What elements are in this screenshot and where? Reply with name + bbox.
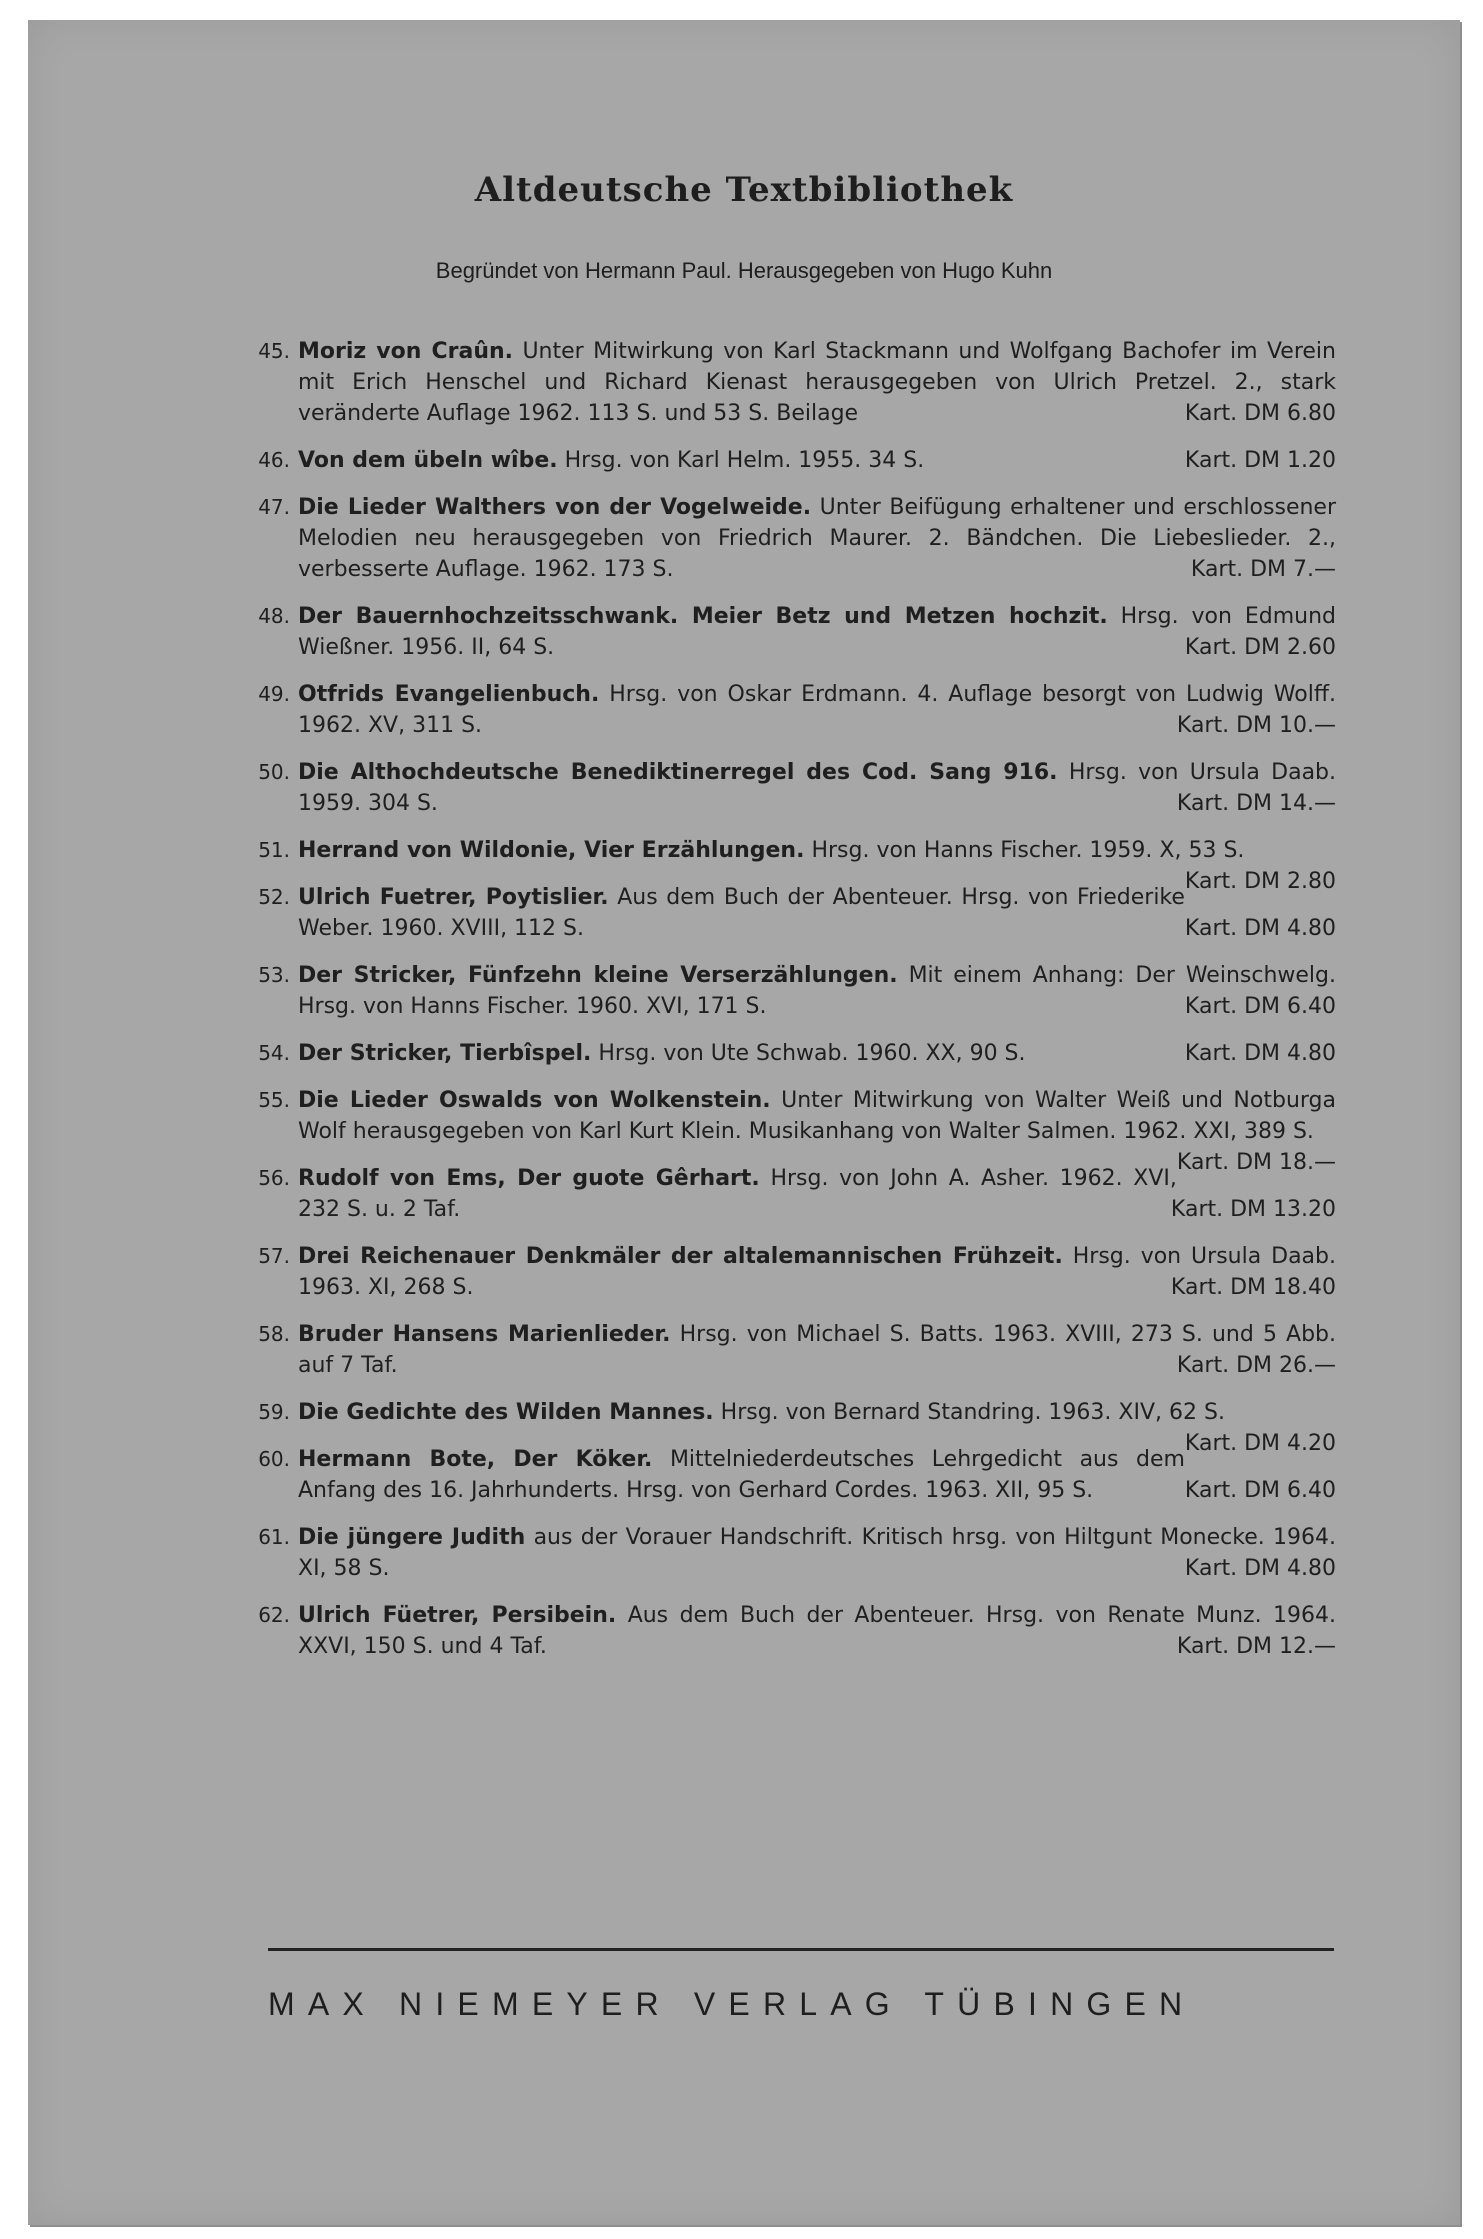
publisher-imprint: MAX NIEMEYER VERLAG TÜBINGEN	[268, 1986, 1196, 2022]
entry-number: 53.	[258, 963, 290, 987]
catalog-entry	[246, 492, 1336, 585]
entry-price: Kart. DM 2.60	[1184, 635, 1336, 660]
entry-number: 59.	[258, 1400, 290, 1424]
series-title: Altdeutsche Textbibliothek	[474, 170, 1014, 210]
entry-details: Aus dem Buch der Abenteuer. Hrsg. von Renate Munz. 1964. XXVI, 150 S. und 4 Taf.	[298, 1603, 1336, 1659]
catalog-entry	[246, 960, 1336, 1022]
entry-price: Kart. DM 7.—	[1190, 557, 1336, 582]
entry-details: aus der Vorauer Handschrift. Kritisch hrsg. von Hiltgunt Monecke. 1964. XI, 58 S.	[298, 1525, 1337, 1581]
entry-details: Hrsg. von John A. Asher. 1962. XVI, 232 S. u. 2 Taf.	[298, 1166, 1177, 1222]
entry-price: Kart. DM 4.80	[1184, 916, 1336, 941]
entry-price: Kart. DM 6.40	[1184, 994, 1336, 1019]
entry-number: 52.	[258, 885, 290, 909]
catalog-entry	[246, 1085, 1336, 1175]
entry-number: 45.	[258, 339, 290, 363]
entry-price: Kart. DM 1.20	[1184, 448, 1336, 473]
entry-number: 57.	[258, 1244, 290, 1268]
entry-title: Der Bauernhochzeitsschwank. Meier Betz und Metzen hochzit.	[298, 604, 1108, 629]
entry-details: Hrsg. von Ute Schwab. 1960. XX, 90 S.	[598, 1041, 1026, 1066]
entry-title: Der Stricker, Tierbîspel.	[298, 1041, 592, 1066]
catalog-entry	[246, 835, 1336, 894]
entry-details: Hrsg. von Edmund Wießner. 1956. II, 64 S.	[298, 604, 1336, 660]
entry-price: Kart. DM 26.—	[1176, 1353, 1336, 1378]
entry-details: Mittelniederdeutsches Lehrgedicht aus dem Anfang des 16. Jahrhunderts. Hrsg. von Gerhard Cordes. 1963. XII, 95 S.	[298, 1447, 1185, 1503]
entry-title: Die Althochdeutsche Benediktinerregel des Cod. Sang 916.	[298, 760, 1058, 785]
entry-title: Herrand von Wildonie, Vier Erzählungen.	[298, 838, 805, 863]
catalog-entry	[246, 1038, 1336, 1069]
entry-title: Ulrich Fuetrer, Poytislier.	[298, 885, 609, 910]
entry-details: Hrsg. von Michael S. Batts. 1963. XVIII, 273 S. und 5 Abb. auf 7 Taf.	[298, 1322, 1337, 1378]
book-back-cover	[28, 20, 1460, 2225]
entry-price: Kart. DM 6.40	[1184, 1478, 1336, 1503]
entry-title: Otfrids Evangelienbuch.	[298, 682, 600, 707]
entry-title: Der Stricker, Fünfzehn kleine Verserzählungen.	[298, 963, 898, 988]
entry-price: Kart. DM 4.20	[1184, 1431, 1336, 1456]
entry-number: 61.	[258, 1525, 290, 1549]
entry-number: 54.	[258, 1041, 290, 1065]
catalog-entry	[246, 336, 1336, 429]
catalog-entry	[246, 601, 1336, 663]
entry-number: 56.	[258, 1166, 290, 1190]
entry-number: 62.	[258, 1603, 290, 1627]
entry-details: Hrsg. von Karl Helm. 1955. 34 S.	[564, 448, 925, 473]
catalog-entry	[246, 679, 1336, 741]
entry-title: Die Gedichte des Wilden Mannes.	[298, 1400, 714, 1425]
entry-title: Bruder Hansens Marienlieder.	[298, 1322, 671, 1347]
catalog-list	[246, 336, 1336, 1678]
entry-number: 49.	[258, 682, 290, 706]
entry-title: Die Lieder Oswalds von Wolkenstein.	[298, 1088, 771, 1113]
catalog-entry	[246, 1319, 1336, 1381]
entry-price: Kart. DM 13.20	[1170, 1197, 1336, 1222]
catalog-entry	[246, 882, 1336, 944]
entry-details: Hrsg. von Bernard Standring. 1963. XIV, 62 S.	[720, 1400, 1225, 1425]
entry-details: Hrsg. von Ursula Daab. 1963. XI, 268 S.	[298, 1244, 1337, 1300]
entry-title: Drei Reichenauer Denkmäler der altalemannischen Frühzeit.	[298, 1244, 1063, 1269]
entry-price: Kart. DM 6.80	[1184, 401, 1336, 426]
series-subtitle: Begründet von Hermann Paul. Herausgegeben von Hugo Kuhn	[435, 258, 1053, 283]
divider-rule	[268, 1948, 1334, 1951]
entry-details: Unter Mitwirkung von Karl Stackmann und Wolfgang Bachofer im Verein mit Erich Henschel und Richard Kienast herausgegeben von Ulrich Pretzel. 2., stark veränderte Auflage 1962. 113 S. und 53 S. Beilage	[298, 339, 1336, 426]
entry-number: 51.	[258, 838, 290, 862]
entry-price: Kart. DM 4.80	[1184, 1041, 1336, 1066]
catalog-entry	[246, 1397, 1336, 1456]
entry-number: 47.	[258, 495, 290, 519]
catalog-entry	[246, 445, 1336, 476]
catalog-entry	[246, 1241, 1336, 1303]
entry-number: 46.	[258, 448, 290, 472]
entry-details: Mit einem Anhang: Der Weinschwelg. Hrsg. von Hanns Fischer. 1960. XVI, 171 S.	[298, 963, 1337, 1019]
catalog-entry	[246, 1600, 1336, 1662]
entry-number: 55.	[258, 1088, 290, 1112]
entry-number: 58.	[258, 1322, 290, 1346]
entry-number: 48.	[258, 604, 290, 628]
entry-number: 50.	[258, 760, 290, 784]
entry-price: Kart. DM 4.80	[1184, 1556, 1336, 1581]
entry-details: Unter Beifügung erhaltener und erschlossener Melodien neu herausgegeben von Friedrich Maurer. 2. Bändchen. Die Liebeslieder. 2., verbesserte Auflage. 1962. 173 S.	[298, 495, 1337, 582]
entry-price: Kart. DM 14.—	[1176, 791, 1336, 816]
entry-title: Die Lieder Walthers von der Vogelweide.	[298, 495, 812, 520]
entry-price: Kart. DM 2.80	[1184, 869, 1336, 894]
entry-title: Moriz von Craûn.	[298, 339, 514, 364]
catalog-entry	[246, 1444, 1336, 1506]
entry-title: Ulrich Füetrer, Persibein.	[298, 1603, 617, 1628]
entry-details: Unter Mitwirkung von Walter Weiß und Notburga Wolf herausgegeben von Karl Kurt Klein. Musikanhang von Walter Salmen. 1962. XXI, 389 S.	[298, 1088, 1336, 1144]
entry-details: Hrsg. von Oskar Erdmann. 4. Auflage besorgt von Ludwig Wolff. 1962. XV, 311 S.	[298, 682, 1336, 738]
entry-title: Rudolf von Ems, Der guote Gêrhart.	[298, 1166, 760, 1191]
entry-price: Kart. DM 18.40	[1170, 1275, 1336, 1300]
entry-title: Hermann Bote, Der Köker.	[298, 1447, 653, 1472]
catalog-entry	[246, 1522, 1336, 1584]
entry-title: Von dem übeln wîbe.	[298, 448, 558, 473]
entry-title: Die jüngere Judith	[298, 1525, 526, 1550]
entry-number: 60.	[258, 1447, 290, 1471]
entry-price: Kart. DM 12.—	[1176, 1634, 1336, 1659]
catalog-entry	[246, 757, 1336, 819]
entry-price: Kart. DM 18.—	[1176, 1150, 1336, 1175]
entry-details: Hrsg. von Ursula Daab. 1959. 304 S.	[298, 760, 1337, 816]
entry-details: Hrsg. von Hanns Fischer. 1959. X, 53 S.	[811, 838, 1245, 863]
catalog-entry	[246, 1163, 1336, 1225]
entry-price: Kart. DM 10.—	[1176, 713, 1336, 738]
entry-details: Aus dem Buch der Abenteuer. Hrsg. von Friederike Weber. 1960. XVIII, 112 S.	[298, 885, 1185, 941]
